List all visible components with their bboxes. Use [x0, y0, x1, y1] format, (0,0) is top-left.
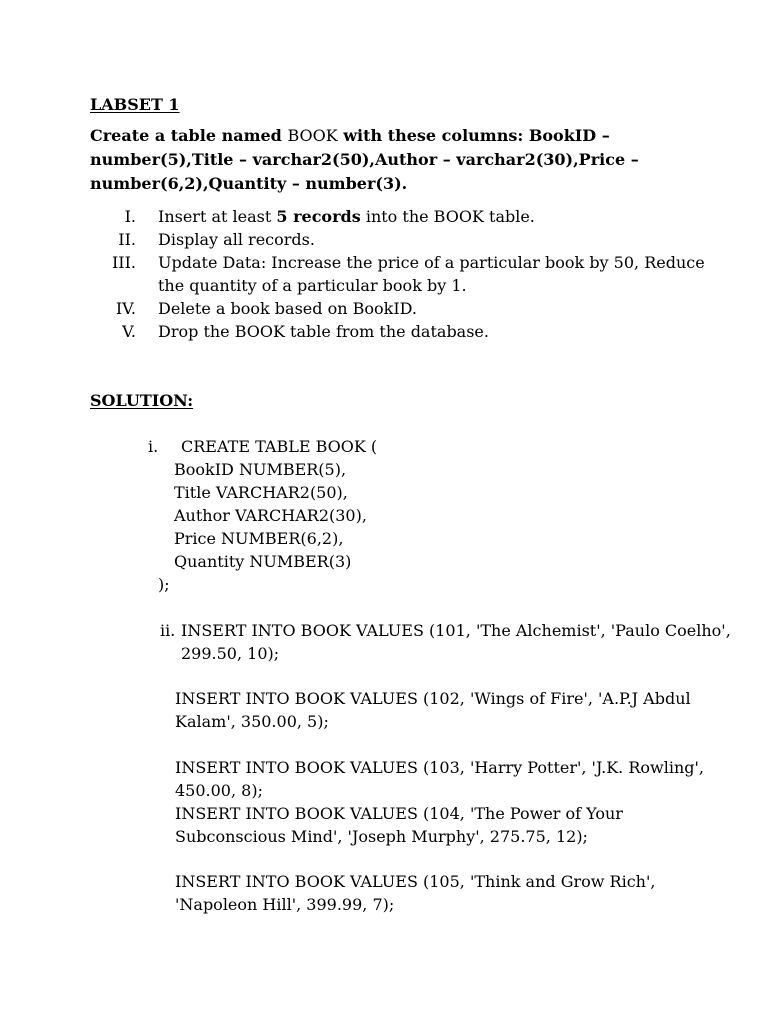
sql-line: );	[158, 575, 170, 594]
task-text-part: Insert at least	[158, 207, 277, 226]
task-text-line-1: Update Data: Increase the price of a particular book by 50, Reduce	[158, 253, 705, 272]
task-number: V.	[122, 322, 136, 341]
sql-line: Quantity NUMBER(3)	[174, 552, 352, 571]
intro-line-1	[90, 124, 710, 148]
intro-line-2: number(5),Title – varchar2(50),Author – varchar2(30),Price –	[90, 150, 639, 169]
sql-line: Subconscious Mind', 'Joseph Murphy', 275.75, 12);	[175, 827, 588, 846]
sql-line: 450.00, 8);	[175, 781, 263, 800]
task-text: Drop the BOOK table from the database.	[158, 322, 489, 341]
task-text-bold: 5 records	[276, 207, 361, 226]
sql-line: 299.50, 10);	[181, 644, 280, 663]
intro-table-name: BOOK	[287, 126, 338, 145]
solution-heading: SOLUTION:	[90, 391, 194, 410]
solution-item-number: ii.	[160, 621, 176, 640]
sql-line: Author VARCHAR2(30),	[174, 506, 367, 525]
sql-line: INSERT INTO BOOK VALUES (102, 'Wings of Fire', 'A.P.J Abdul	[175, 689, 691, 708]
labset-title: LABSET 1	[90, 95, 180, 114]
sql-line: INSERT INTO BOOK VALUES (104, 'The Power of Your	[175, 804, 623, 823]
task-text-part: into the BOOK table.	[360, 207, 535, 226]
task-number: I.	[124, 207, 136, 226]
sql-line: CREATE TABLE BOOK (	[181, 437, 378, 456]
sql-line: INSERT INTO BOOK VALUES (101, 'The Alchemist', 'Paulo Coelho',	[181, 621, 731, 640]
intro-text: with these columns: BookID –	[337, 126, 610, 145]
sql-line: 'Napoleon Hill', 399.99, 7);	[175, 895, 395, 914]
task-text-line-2: the quantity of a particular book by 1.	[158, 276, 467, 295]
task-number: III.	[111, 253, 136, 272]
task-number: II.	[118, 230, 136, 249]
sql-line: Title VARCHAR2(50),	[174, 483, 348, 502]
sql-line: Kalam', 350.00, 5);	[175, 712, 329, 731]
task-text: Delete a book based on BookID.	[158, 299, 417, 318]
sql-line: Price NUMBER(6,2),	[174, 529, 344, 548]
intro-paragraph	[90, 124, 710, 196]
task-text	[158, 205, 535, 228]
task-number: IV.	[115, 299, 136, 318]
sql-line: INSERT INTO BOOK VALUES (103, 'Harry Potter', 'J.K. Rowling',	[175, 758, 704, 777]
intro-line-3: number(6,2),Quantity – number(3).	[90, 174, 408, 193]
intro-text: Create a table named	[90, 126, 288, 145]
solution-item-number: i.	[148, 437, 159, 456]
task-text: Display all records.	[158, 230, 315, 249]
sql-line: INSERT INTO BOOK VALUES (105, 'Think and Grow Rich',	[175, 872, 656, 891]
sql-line: BookID NUMBER(5),	[174, 460, 347, 479]
